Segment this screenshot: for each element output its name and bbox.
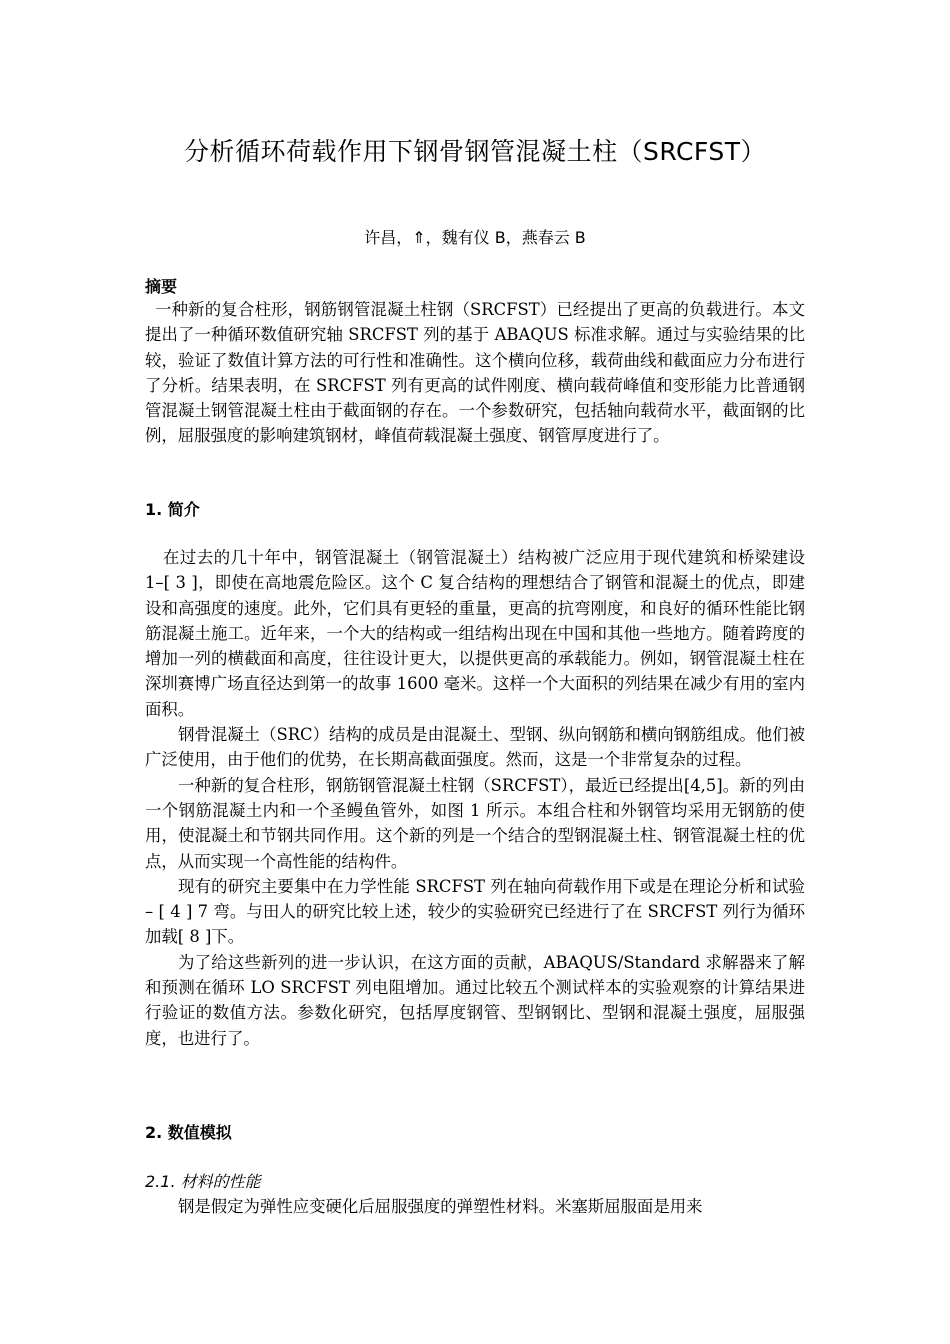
section-1-paragraph: 现有的研究主要集中在力学性能 SRCFST 列在轴向荷载作用下或是在理论分析和试验 – [ 4 ] 7 弯。与田人的研究比较上述，较少的实验研究已经进行了在 SRCFST 列行为循环加载[ 8 ]下。 [145, 876, 805, 947]
author-list: 许昌，⇑，魏有仪 B，燕春云 B [364, 228, 586, 247]
paper-title: 分析循环荷载作用下钢骨钢管混凝土柱（SRCFST） [183, 137, 767, 166]
section-2-1-paragraph: 钢是假定为弹性应变硬化后屈服强度的弹塑性材料。米塞斯屈服面是用来 [178, 1197, 703, 1216]
abstract-body [145, 297, 805, 449]
section-2-1-heading: 2.1. 材料的性能 [145, 1172, 261, 1191]
section-1-heading: 1. 简介 [145, 500, 200, 519]
abstract-heading: 摘要 [145, 277, 178, 296]
section-1-paragraph: 在过去的几十年中，钢管混凝土（钢管混凝土）结构被广泛应用于现代建筑和桥梁建设 1–[ 3 ]，即使在高地震危险区。这个 C 复合结构的理想结合了钢管和混凝土的优点，即建设和高强度的速度。此外，它们具有更轻的重量，更高的抗弯刚度，和良好的循环性能比钢筋混凝土施工。近年来，一个大的结构或一组结构出现在中国和其他一些地方。随着跨度的增加一列的横截面和高度，往往设计更大，以提供更高的承载能力。例如，钢管混凝土柱在深圳赛博广场直径达到第一的故事 1600 毫米。这样一个大面积的列结果在减少有用的室内面积。 [145, 548, 805, 719]
section-1-paragraph: 钢骨混凝土（SRC）结构的成员是由混凝土、型钢、纵向钢筋和横向钢筋组成。他们被广泛使用，由于他们的优势，在长期高截面强度。然而，这是一个非常复杂的过程。 [145, 725, 805, 770]
section-1-paragraph: 为了给这些新列的进一步认识，在这方面的贡献，ABAQUS/Standard 求解器来了解和预测在循环 LO SRCFST 列电阻增加。通过比较五个测试样本的实验观察的计算结果进行验证的数值方法。参数化研究，包括厚度钢管、型钢钢比、型钢和混凝土强度，屈服强度，也进行了。 [145, 952, 805, 1048]
section-2-1-body [145, 1194, 805, 1219]
section-2-heading: 2. 数值模拟 [145, 1123, 232, 1142]
abstract-paragraph: 一种新的复合柱形，钢筋钢管混凝土柱钢（SRCFST）已经提出了更高的负载进行。本文提出了一种循环数值研究轴 SRCFST 列的基于 ABAQUS 标准求解。通过与实验结果的比较，验证了数值计算方法的可行性和准确性。这个横向位移，载荷曲线和截面应力分布进行了分析。结果表明，在 SRCFST 列有更高的试件刚度、横向载荷峰值和变形能力比普通钢管混凝土钢管混凝土柱由于截面钢的存在。一个参数研究，包括轴向载荷水平，截面钢的比例，屈服强度的影响建筑钢材，峰值荷载混凝土强度、钢管厚度进行了。 [145, 300, 805, 446]
section-1-paragraph: 一种新的复合柱形，钢筋钢管混凝土柱钢（SRCFST），最近已经提出[4,5]。新的列由一个钢筋混凝土内和一个圣鳗鱼管外，如图 1 所示。本组合柱和外钢管均采用无钢筋的使用，使混凝土和节钢共同作用。这个新的列是一个结合的型钢混凝土柱、钢管混凝土柱的优点，从而实现一个高性能的结构件。 [145, 775, 805, 871]
section-1-body [145, 545, 805, 1051]
